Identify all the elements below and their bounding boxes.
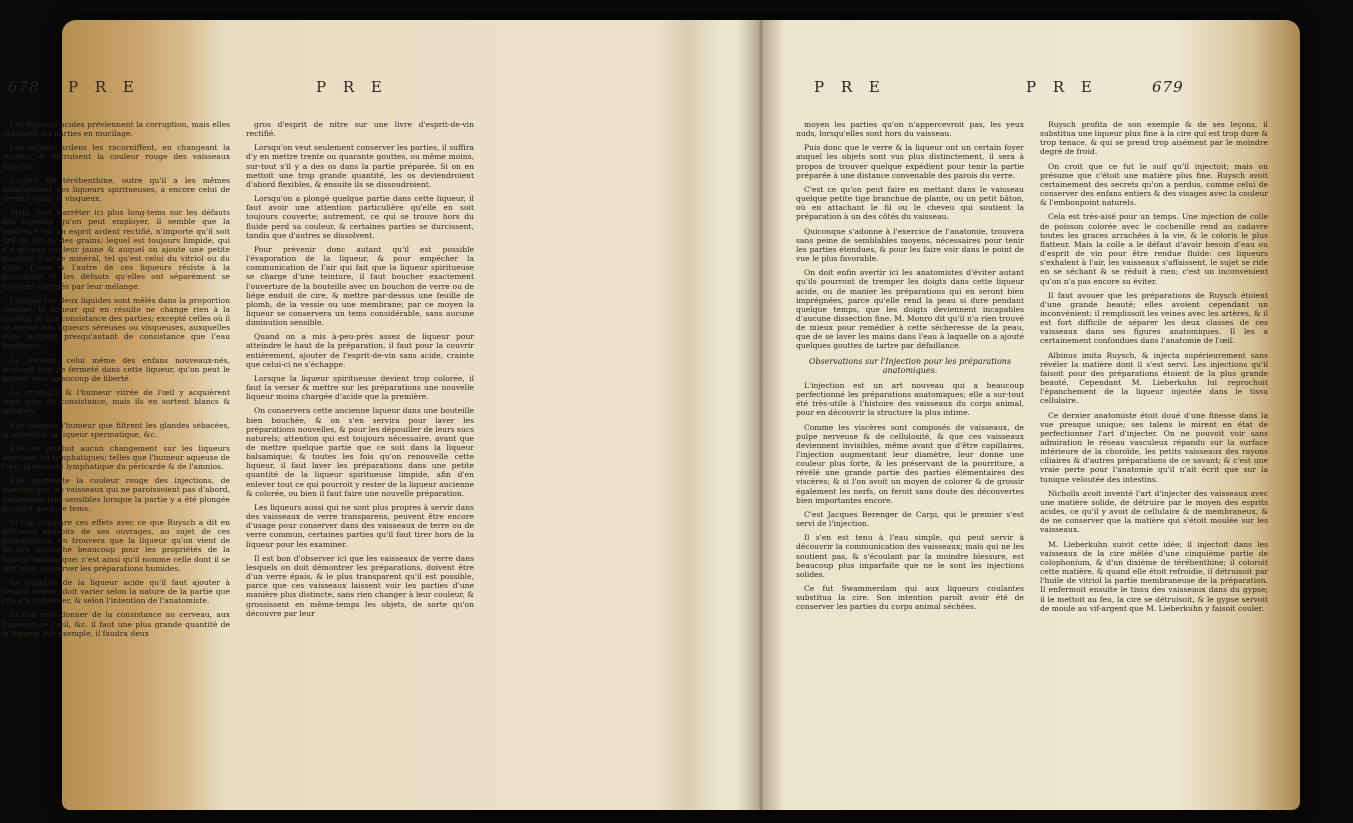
paragraph: Elle coagule l'humeur que filtrent les glandes sébacées, la mucosité, la liqueur spermatique, &c. (2, 420, 230, 439)
paragraph: Les liqueurs aussi qui ne sont plus propres à servir dans des vaisseaux de verre transparens, peuvent être encore d'usage pour conserver dans des vaisseaux de terre ou de verre commun, certaines parties qu'il faut tirer hors de la liqueur pour les examiner. (246, 502, 474, 549)
paragraph: Il s'en est tenu à l'eau simple, qui peut servir à découvrir la communication des vaisseaux; mais qui ne les soutient pas, & s'écoulant par la moindre blessure, est beaucoup plus imparfaite que ne le sont les injections solides. (796, 533, 1024, 579)
paragraph: Si l'on veut donner de la consistance au cerveau, aux humeurs de l'œil, &c. il faut une plus grande quantité de la liqueur. Par exemple, il faudra deux (2, 610, 230, 638)
paragraph: On conservera cette ancienne liqueur dans une bouteille bien bouchée, & on s'en servira pour laver les préparations nouvelles, & pour les dépouiller de leurs sucs naturels; attention qui est toujours nécessaire, avant que de mettre quelque partie que ce soit dans la liqueur balsamique; & toutes les fois qu'on renouvelle cette liqueur, il faut laver les préparations dans une petite quantité de la liqueur spiritueuse limpide, afin d'en enlever tout ce qui pourroit y rester de la liqueur ancienne & colorée, ou bien il faut faire une nouvelle préparation. (246, 406, 474, 498)
paragraph: Il faut avouer que les préparations de Ruysch étoient d'une grande beauté; elles avoient cependant un inconvénient: il remplissoit les veines avec les artères, & il est fort difficile de séparer les deux classes de ces vaisseaux dans ses figures anatomiques. Il les a certainement confondues dans l'anatomie de l'œil. (1040, 290, 1268, 346)
paragraph: C'est Jacques Berenger de Carpi, qui le premier s'est servi de l'injection. (796, 509, 1024, 529)
paragraph: Lorsque ces deux liquides sont mêlés dans la proportion requise, la liqueur qui en résulte ne change rien à la couleur, ni à la consistance des parties; excepté celles où il se trouve des liqueurs séreuses ou visqueuses, auxquelles elles donnent presqu'autant de consistance que l'eau bouillante. (2, 295, 230, 351)
paragraph: M. Lieberkuhn suivit cette idée; il injectoit dans les vaisseaux de la cire mêlée d'une cinquième partie de colophonium, & d'un dixième de térébenthine; il coloroit cette matière, & quand elle étoit refroidie, il détruisoit par l'huile de vitriol la partie membraneuse de la préparation. Il enfermoit ensuite le tissu des vaisseaux dans du gypse; il le mettoit au feu, la cire se détruisoit, & le gypse servoit de moule au vif-argent que M. Lieberkuhn y faisoit couler. (1040, 539, 1268, 613)
paragraph: Cela est très-aisé pour un temps. Une injection de colle de poisson colorée avec le cochenille rend au cadavre toutes les graces arrachées à la vie, & le coloris le plus flatteur. Mais la colle a le défaut d'avoir besoin d'eau ou d'esprit de vin pour être rendue fluide: ces liqueurs s'exhalent à l'air, les vaisseaux s'affaissent, le sujet se ride en se séchant & se réduit à rien; c'est un inconvénient qu'on n'a pas encore su éviter. (1040, 212, 1268, 286)
paragraph: Lorsqu'on veut seulement conserver les parties, il suffira d'y en mettre trente ou quarante gouttes, ou même moins, sur-tout s'il y a des os dans la partie préparée. Si on en mettoit une trop grande quantité, les os deviendroient d'abord flexibles, & ensuite ils se dissoudroient. (246, 143, 474, 189)
paragraph: Nicholls avoit inventé l'art d'injecter des vaisseaux avec une matière solide, de détruire par le moyen des esprits acides, ce qu'il y avoit de cellulaire & de membraneux, & de ne conserver que la matière qui s'étoit moulée sur les vaisseaux. (1040, 488, 1268, 535)
paragraph: Quiconque s'adonne à l'exercice de l'anatomie, trouvera sans peine de semblables moyens, nécessaires pour tenir les parties étendues, & pour les faire voir dans le point de vue le plus favorable. (796, 226, 1024, 264)
paragraph: Le crystallin & l'humeur vitrée de l'œil y acquièrent aussi plus de consistance, mais ils en sortent blancs & opaques. (2, 388, 230, 416)
paragraph: Le cerveau, celui même des enfans nouveaux-nés, acquiert tant de fermeté dans cette liqueur, qu'on peut le manier avec beaucoup de liberté. (2, 355, 230, 383)
paragraph: Si l'on compare ces effets avec ce que Ruysch a dit en différens endroits de ses ouvrages, au sujet de ces préparations, on trouvera que la liqueur qu'on vient de décrire approche beaucoup pour les propriétés de la liqueur balsamique; c'est ainsi qu'il nomme celle dont il se sert pour conserver les préparations humides. (2, 517, 230, 573)
paragraph: Ce fut Swammerdam qui aux liqueurs coulantes substitua la cire. Son intention paroît avoir été de conserver les parties du corps animal séchées. (796, 584, 1024, 612)
running-head-right-a: P R E (814, 78, 886, 96)
paragraph: On doit enfin avertir ici les anatomistes d'éviter autant qu'ils pourront de tremper les doigts dans cette liqueur acide, ou de manier les préparations qui en seront bien imprégnées, parce qu'elle rend la peau si dure pendant quelque temps, que les doigts deviennent incapables d'aucune dissection fine. M. Monro dit qu'il n'a rien trouvé de mieux pour remédier à cette sécheresse de la peau, que de se laver les mains dans l'eau à laquelle on a ajouté quelques gouttes de tartre par défaillance. (796, 268, 1024, 351)
book-gutter (738, 20, 784, 810)
page-number-left: 678 (8, 78, 40, 96)
left-page-column-1 (2, 120, 230, 643)
running-head-left-a: P R E (68, 78, 140, 96)
paragraph: Lorsque la liqueur spiritueuse devient trop colorée, il faut la verser & mettre sur les préparations une nouvelle liqueur moins chargée d'acide que la première. (246, 373, 474, 402)
page-number-right: 679 (1152, 78, 1184, 96)
paragraph: Pour prévenir donc autant qu'il est possible l'évaporation de la liqueur, & pour empêcher la communication de l'air qui fait que la liqueur spiritueuse se charge d'une teinture, il faut boucher exactement l'ouverture de la bouteille avec un bouchon de verre ou de liége enduit de cire, & mettre par-dessus une feuille de plomb, de la vessie ou une membrane; par ce moyen la liqueur se conservera un tems considérable, sans aucune diminution sensible. (246, 244, 474, 328)
running-head-right-b: P R E (1026, 78, 1098, 96)
right-page-column-2 (1040, 120, 1268, 618)
paragraph: L'esprit de térébenthine, outre qu'il a les mêmes inconvéniens des liqueurs spiritueuses, a encore celui de devenir épais & visqueux. (2, 175, 230, 204)
paragraph: Elle ne produit aucun changement sur les liqueurs aqueuses ou lymphatiques; telles que l'humeur aqueuse de l'œil, la sérosité lymphatique du péricarde & de l'amnios. (2, 443, 230, 472)
paragraph: Ce dernier anatomiste étoit doué d'une finesse dans la vue presque unique; ses talens le mirent en état de perfectionner l'art d'injecter. On ne pouvoit voir sans admiration le réseau vasculeux répandu sur la surface intérieure de la choroïde, les petits vaisseaux des rayons ciliaires & d'autres préparations de ce savant; & c'est une vraie perte pour l'anatomie qu'il n'ait écrit que sur la tunique veloutée des intestins. (1040, 410, 1268, 484)
running-head-left-b: P R E (316, 78, 388, 96)
paragraph: On croit que ce fut le suif qu'il injectoit; mais on présume que c'étoit une matière plus fine. Ruysch avoit certainement des secrets qu'on a perdus, comme celui de conserver des enfans entiers & des visages avec la couleur & l'embonpoint naturels. (1040, 161, 1268, 208)
paragraph: Les liqueurs acides préviennent la corruption, mais elles réduisent les parties en mucilage. (2, 120, 230, 139)
paragraph: Lorsqu'on a plongé quelque partie dans cette liqueur, il faut avoir une attention particulière qu'elle en soit toujours couverte; autrement, ce qui se trouve hors du fluide perd sa couleur, & certaines parties se durcissent, tandis que d'autres se dissolvent. (246, 194, 474, 240)
paragraph: Quand on a mis à-peu-près assez de liqueur pour atteindre le haut de la préparation, il faut pour la couvrir entièrement, ajouter de l'esprit-de-vin sans acide, crainte que celui-ci ne s'échappe. (246, 332, 474, 369)
left-page-columns (2, 120, 474, 643)
paragraph: Ruysch profita de son exemple & de ses leçons, il substitua une liqueur plus fine à la cire qui est trop dure & trop tenace, & qui se prend trop aisément par le moindre degré de froid. (1040, 120, 1268, 157)
paragraph: Puis donc que le verre & la liqueur ont un certain foyer auquel les objets sont vus plus distinctement, il sera à propos de trouver quelque expédient pour tenir la partie préparée à une distance convenable des parois du verre. (796, 143, 1024, 180)
paragraph: Elle augmente la couleur rouge des injections, de manière que les vaisseaux qui ne paroissoient pas d'abord, deviennent très-sensibles lorsque la partie y a été plongée pendant quelque tems. (2, 476, 230, 513)
paragraph: moyen les parties qu'on n'appercevroit pas, les yeux nuds, lorsqu'elles sont hors du vaisseau. (796, 120, 1024, 139)
paragraph: Comme les viscères sont composés de vaisseaux, de pulpe nerveuse & de cellulosité, & que ces vaisseaux deviennent invisibles, même avant que d'être capillaires, l'injection augmentant leur diamètre, leur donne une couleur plus forte, & les préservant de la pourriture, a révélé une grande partie des parties élémentaires des viscères; & si l'on avoit un moyen de colorer & de grossir également les nerfs, on feroit sans doute des découvertes bien importantes encore. (796, 422, 1024, 505)
paragraph: C'est ce qu'on peut faire en mettant dans le vaisseau quelque petite tige branchue de plante, ou un petit bâton, où en attachant le fil ou le cheveu qui soutient la préparation à un des côtés du vaisseau. (796, 184, 1024, 222)
paragraph: L'injection est un art nouveau qui a beaucoup perfectionné les préparations anatomiques; elle a sur-tout été très-utile à l'histoire des vaisseaux du corps animal, pour en découvrir la structure la plus intime. (796, 380, 1024, 418)
paragraph: gros d'esprit de nitre sur une livre d'esprit-de-vin rectifié. (246, 120, 474, 139)
section-heading: Observations sur l'Injection pour les préparations anatomiques. (808, 356, 1012, 375)
paragraph: Mais, sans s'arrêter ici plus long-tems sur les défauts des liqueurs qu'on peut employer, il semble que la meilleure est un esprit ardent rectifié, n'importe qu'il soit tiré du vin ou des grains; lequel est toujours limpide, qui n'a aucune couleur jaune & auquel on ajoute une petite quantité d'acide minéral, tel qu'est celui du vitriol ou du nitre. L'une & l'autre de ces liqueurs résiste à la pourriture, & les défauts qu'elles ont séparément se trouvent corrigés par leur mélange. (2, 208, 230, 291)
paragraph: Il est bon d'observer ici que les vaisseaux de verre dans lesquels on doit démontrer les préparations, doivent être d'un verre épais, & le plus transparent qu'il est possible, parce que ces vaisseaux laissent voir les parties d'une manière plus distincte, sans rien changer à leur couleur, & grossissent en même-temps les objets, de sorte qu'on découvre par leur (246, 553, 474, 618)
right-page-column-1 (796, 120, 1024, 618)
paragraph: La quantité de la liqueur acide qu'il faut ajouter à l'esprit ardent, doit varier selon la nature de la partie que l'on a à conserver, & selon l'intention de l'anatomiste. (2, 577, 230, 606)
left-page-column-2 (246, 120, 474, 643)
paragraph: Les esprits ardens les racorniffent, en changeant la couleur, & détruisent la couleur rouge des vaisseaux injectés. (2, 143, 230, 171)
right-page-columns (796, 120, 1268, 618)
paragraph: Albinus imita Ruysch, & injecta supérieurement sans révéler la matière dont il s'est servi. Les injections qu'il faisoit pour des préparations étoient de la plus grande beauté. Cependant M. Lieberkuhn lui reprochoit l'épanchement de la liqueur injectée dans le tissu cellulaire. (1040, 350, 1268, 406)
